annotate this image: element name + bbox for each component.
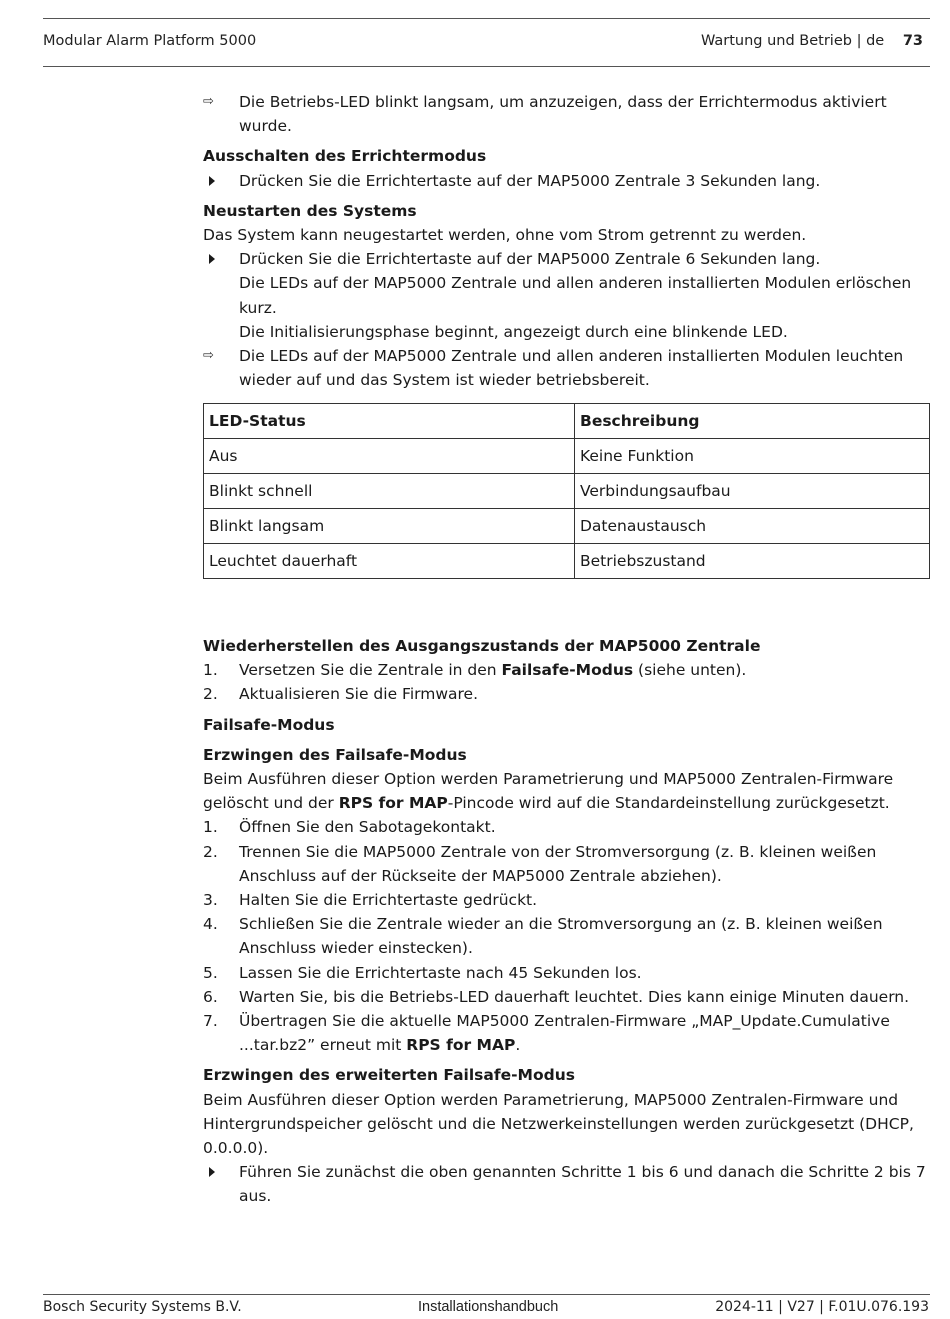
numbered-step	[203, 985, 930, 1009]
step-number: 2.	[203, 685, 218, 704]
result-arrow-icon: ⇨	[203, 94, 214, 109]
note-text: Die Initialisierungsphase beginnt, angezeigt durch eine blinkende LED.	[239, 322, 788, 341]
heading-neustart: Neustarten des Systems	[203, 201, 417, 220]
numbered-step	[203, 912, 930, 960]
numbered-step	[203, 888, 930, 912]
step-text: Schließen Sie die Zentrale wieder an die Stromversorgung an (z. B. kleinen weißen Anschluss wieder einstecken).	[239, 915, 883, 958]
step-text: Trennen Sie die MAP5000 Zentrale von der Stromversorgung (z. B. kleinen weißen Anschluss auf der Rückseite der MAP5000 Zentrale abziehen).	[239, 842, 877, 885]
step-text: .	[515, 1036, 521, 1055]
action-item	[203, 247, 930, 271]
table-cell: Leuchtet dauerhaft	[204, 544, 575, 579]
action-text: Drücken Sie die Errichtertaste auf der MAP5000 Zentrale 3 Sekunden lang.	[239, 171, 821, 190]
table-cell: Blinkt langsam	[204, 509, 575, 544]
neustart-intro: Das System kann neugestartet werden, ohne vom Strom getrennt zu werden.	[203, 226, 807, 245]
table-row	[204, 474, 930, 509]
table-cell: Aus	[204, 439, 575, 474]
action-text: Führen Sie zunächst die oben genannten Schritte 1 bis 6 und danach die Schritte 2 bis 7 aus.	[239, 1163, 926, 1206]
step-number: 1.	[203, 818, 218, 837]
footer-document-type: Installationshandbuch	[418, 1299, 559, 1315]
numbered-step	[203, 961, 930, 985]
step-number: 7.	[203, 1012, 218, 1031]
step-text-bold: Failsafe-Modus	[501, 661, 634, 680]
step-number: 1.	[203, 661, 218, 680]
table-header-cell: Beschreibung	[575, 404, 930, 439]
heading-force-failsafe: Erzwingen des Failsafe-Modus	[203, 745, 467, 764]
table-row	[204, 509, 930, 544]
extended-intro: Beim Ausführen dieser Option werden Parametrierung, MAP5000 Zentralen-Firmware und Hintergrundspeicher gelöscht und die Netzwerkeinstellungen werden zurückgesetzt (DHCP, 0.0.0.0).	[203, 1090, 914, 1158]
table-header-cell: LED-Status	[204, 404, 575, 439]
header-section-title: Wartung und Betrieb | de	[700, 33, 885, 49]
page-number: 73	[902, 33, 923, 49]
step-number: 3.	[203, 891, 218, 910]
header-document-title: Modular Alarm Platform 5000	[43, 33, 257, 49]
footer-rule	[43, 1294, 930, 1295]
table-cell: Blinkt schnell	[204, 474, 575, 509]
content-block-bottom	[203, 634, 930, 1209]
numbered-step	[203, 815, 930, 839]
result-text: Die LEDs auf der MAP5000 Zentrale und allen anderen installierten Modulen leuchten wieder auf und das System ist wieder betriebsbereit.	[239, 347, 904, 390]
numbered-step	[203, 658, 930, 682]
step-text: Warten Sie, bis die Betriebs-LED dauerhaft leuchtet. Dies kann einige Minuten dauern.	[239, 987, 910, 1006]
numbered-step	[203, 682, 930, 706]
result-arrow-icon: ⇨	[203, 348, 214, 364]
step-text: Aktualisieren Sie die Firmware.	[239, 685, 479, 704]
led-status-table	[203, 403, 930, 579]
numbered-step	[203, 1009, 930, 1057]
note-item	[203, 271, 930, 319]
action-item	[203, 169, 930, 193]
header-section	[701, 33, 923, 49]
header-top-rule	[43, 18, 930, 19]
intro-text: Beim Ausführen dieser Option werden Parametrierung und MAP5000 Zentralen-Firmware gelöscht und der	[203, 770, 894, 813]
step-text: Übertragen Sie die aktuelle MAP5000 Zentralen-Firmware „MAP_Update.Cumulative ...tar.bz2” erneut mit	[239, 1012, 890, 1055]
note-text: Die LEDs auf der MAP5000 Zentrale und allen anderen installierten Modulen erlöschen kurz.	[239, 274, 912, 317]
step-text: Öffnen Sie den Sabotagekontakt.	[239, 818, 496, 837]
table-row	[204, 544, 930, 579]
numbered-step	[203, 840, 930, 888]
triangle-right-icon	[203, 247, 233, 271]
triangle-right-icon	[203, 169, 233, 193]
step-text: Lassen Sie die Errichtertaste nach 45 Sekunden los.	[239, 963, 642, 982]
step-number: 5.	[203, 963, 218, 982]
step-number: 6.	[203, 987, 218, 1006]
heading-restore: Wiederherstellen des Ausgangszustands der MAP5000 Zentrale	[203, 637, 761, 655]
heading-failsafe: Failsafe-Modus	[203, 715, 335, 734]
content-block-top	[203, 90, 930, 392]
table-cell: Verbindungsaufbau	[575, 474, 930, 509]
step-text-bold: RPS for MAP	[406, 1036, 516, 1055]
intro-text: -Pincode wird auf die Standardeinstellung zurückgesetzt.	[447, 794, 890, 813]
footer-version: 2024-11 | V27 | F.01U.076.193	[715, 1299, 929, 1315]
step-number: 4.	[203, 915, 218, 934]
failsafe-intro	[203, 767, 930, 815]
result-text: Die Betriebs-LED blinkt langsam, um anzuzeigen, dass der Errichtermodus aktiviert wurde.	[239, 93, 887, 136]
result-item	[203, 90, 930, 138]
table-row	[204, 439, 930, 474]
intro-text-bold: RPS for MAP	[338, 794, 448, 813]
table-cell: Betriebszustand	[575, 544, 930, 579]
step-number: 2.	[203, 842, 218, 861]
table-header-row	[204, 404, 930, 439]
action-text: Drücken Sie die Errichtertaste auf der MAP5000 Zentrale 6 Sekunden lang.	[239, 250, 821, 269]
step-text: Versetzen Sie die Zentrale in den	[239, 661, 502, 680]
table-cell: Datenaustausch	[575, 509, 930, 544]
result-item	[203, 344, 930, 392]
header-bottom-rule	[43, 66, 930, 67]
heading-ausschalten: Ausschalten des Errichtermodus	[203, 147, 487, 166]
step-text: (siehe unten).	[633, 661, 747, 680]
heading-extended-failsafe: Erzwingen des erweiterten Failsafe-Modus	[203, 1066, 575, 1085]
footer-company: Bosch Security Systems B.V.	[43, 1299, 242, 1315]
led-status-table-wrap	[203, 403, 930, 579]
step-text: Halten Sie die Errichtertaste gedrückt.	[239, 891, 538, 910]
triangle-right-icon	[203, 1160, 233, 1184]
action-item	[203, 1160, 930, 1208]
note-item	[203, 320, 930, 344]
table-cell: Keine Funktion	[575, 439, 930, 474]
